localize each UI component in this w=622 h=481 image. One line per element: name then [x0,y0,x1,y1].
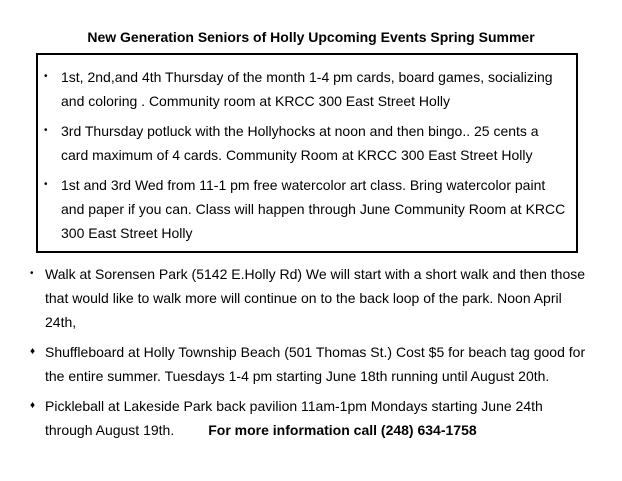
recurring-events-list [44,65,568,251]
bullet-icon: • [30,268,34,279]
list-item [44,65,568,113]
diamond-bullet-icon: ♦ [30,346,36,357]
event-text: 1st, 2nd,and 4th Thursday of the month 1-4 pm cards, board games, socializing and coloring . Community room at KRCC 300 East Street Holly [61,69,553,109]
recurring-events-box [36,53,578,253]
flyer-title: New Generation Seniors of Holly Upcoming Events Spring Summer [87,29,535,45]
list-item [44,173,568,245]
list-item [30,394,590,442]
contact-info: For more information call (248) 634-1758 [208,422,477,438]
pickleball-text: Pickleball at Lakeside Park back pavilion 11am-1pm Mondays starting June 24th through August 19th. [45,398,543,438]
event-text: 3rd Thursday potluck with the Hollyhocks at noon and then bingo.. 25 cents a card maximum of 4 cards. Community Room at KRCC 300 East Street Holly [61,123,539,163]
other-events-list [30,262,590,448]
event-text [45,394,590,442]
diamond-bullet-icon: ♦ [30,400,36,411]
list-item [44,119,568,167]
event-text: 1st and 3rd Wed from 11-1 pm free watercolor art class. Bring watercolor paint and paper if you can. Class will happen through June Community Room at KRCC 300 East Street Holly [61,177,566,241]
bullet-icon: • [44,71,48,82]
event-text: Shuffleboard at Holly Township Beach (501 Thomas St.) Cost $5 for beach tag good for the entire summer. Tuesdays 1-4 pm starting June 18th running until August 20th. [45,344,586,384]
bullet-icon: • [44,125,48,136]
list-item [30,340,590,388]
event-text: Walk at Sorensen Park (5142 E.Holly Rd) We will start with a short walk and then those that would like to walk more will continue on to the back loop of the park. Noon April 24th, [45,266,586,330]
list-item [30,262,590,334]
bullet-icon: • [44,179,48,190]
